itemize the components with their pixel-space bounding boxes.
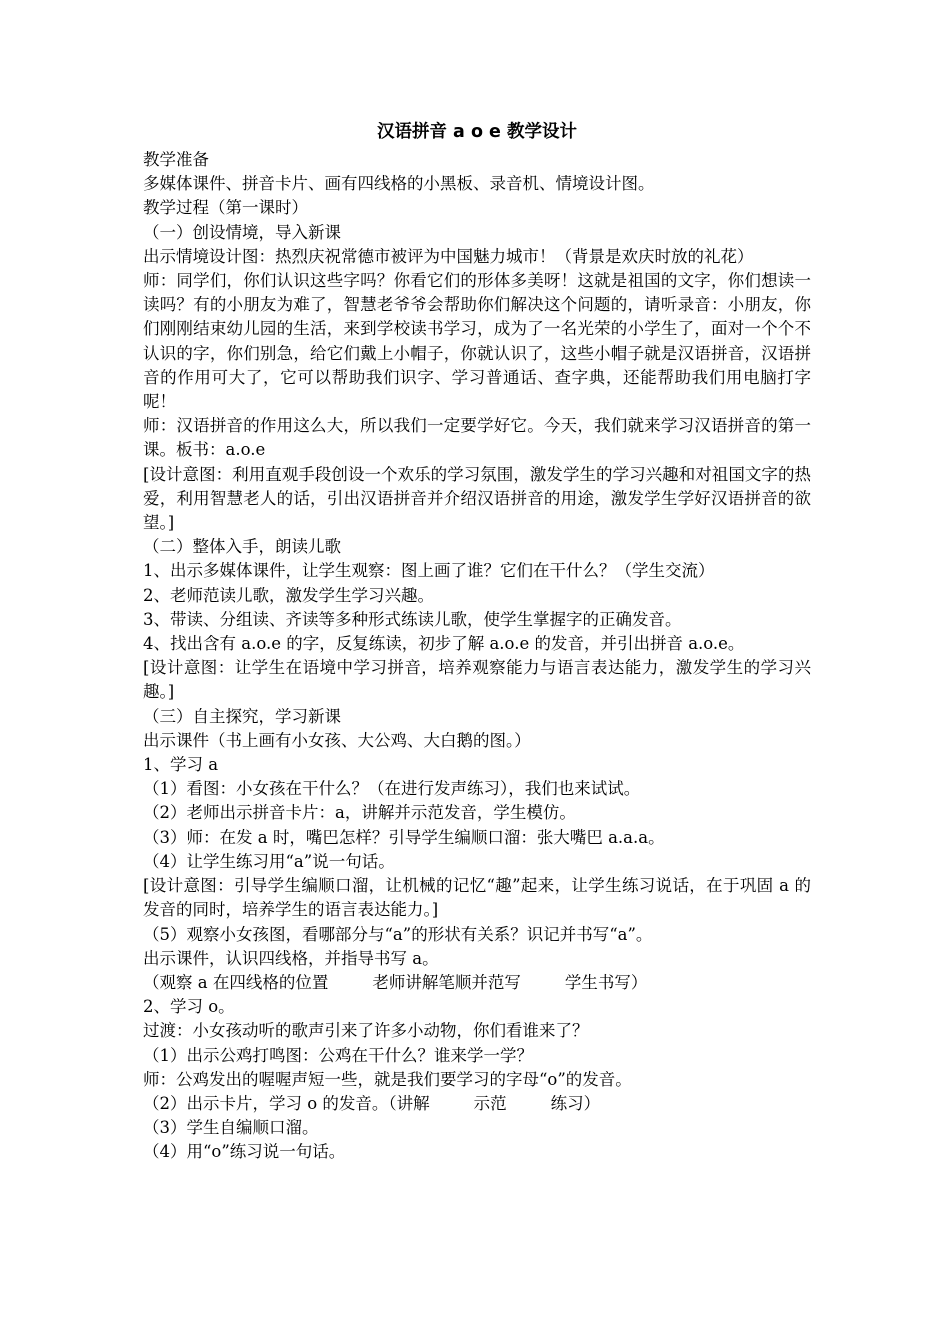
paragraph-design-intent-2: [设计意图：让学生在语境中学习拼音，培养观察能力与语言表达能力，激发学生的学习兴趣。] [143,658,811,702]
section-1-heading: （一）创设情境，导入新课 [143,222,341,242]
section-2-heading: （二）整体入手，朗读儿歌 [143,537,341,557]
paragraph-transition: 过渡：小女孩动听的歌声引来了许多小动物，你们看谁来了？ [143,1021,589,1041]
writing-part-2: 老师讲解笔顺并范写 [372,972,521,992]
subheading-learn-a: 1、学习 a [143,755,219,775]
step-o-3: （3）学生自编顺口溜。 [143,1118,319,1138]
step-a-5: （5）观察小女孩图，看哪部分与“a”的形状有关系？识记并书写“a”。 [143,924,653,944]
step-a-writing-parts [143,971,811,995]
list-item-2-4: 4、找出含有 a.o.e 的字，反复练读，初步了解 a.o.e 的发音，并引出拼音 a.o.e。 [143,634,745,654]
step-a-4: （4）让学生练习用“a”说一句话。 [143,851,395,871]
preparation-materials: 多媒体课件、拼音卡片、画有四线格的小黑板、录音机、情境设计图。 [143,174,655,194]
step-o-4: （4）用“o”练习说一句话。 [143,1142,346,1162]
paragraph-teacher-o: 师：公鸡发出的喔喔声短一些，就是我们要学习的字母“o”的发音。 [143,1069,632,1089]
paragraph-teacher-intro: 师：同学们，你们认识这些字吗？你看它们的形体多美呀！这就是祖国的文字，你们想读一读吗？有的小朋友为难了，智慧老爷爷会帮助你们解决这个问题的，请听录音：小朋友，你们刚刚结束幼儿园的生活，来到学校读书学习，成为了一名光荣的小学生了，面对一个个不认识的字，你们别急，给它们戴上小帽子，你就认识了，这些小帽子就是汉语拼音，汉语拼音的作用可大了，它可以帮助我们识字、学习普通话、查字典，还能帮助我们用电脑打字呢！ [143,271,811,412]
o-part-2: 示范 [473,1093,507,1113]
subheading-learn-o: 2、学习 o。 [143,997,235,1017]
paragraph-teacher-board: 师：汉语拼音的作用这么大，所以我们一定要学好它。今天，我们就来学习汉语拼音的第一课。板书：a.o.e [143,416,811,460]
heading-preparation: 教学准备 [143,150,209,169]
step-a-2: （2）老师出示拼音卡片：a，讲解并示范发音，学生模仿。 [143,803,576,823]
step-a-3: （3）师：在发 a 时，嘴巴怎样？引导学生编顺口溜：张大嘴巴 a.a.a。 [143,827,665,847]
heading-process: 教学过程（第一课时） [143,198,308,218]
document-page [143,118,811,1165]
o-part-3: 练习） [550,1093,601,1113]
paragraph-courseware: 出示课件（书上画有小女孩、大公鸡、大白鹅的图。） [143,730,531,750]
paragraph-design-intent-1: [设计意图：利用直观手段创设一个欢乐的学习氛围，激发学生的学习兴趣和对祖国文字的热爱，利用智慧老人的话，引出汉语拼音并介绍汉语拼音的用途，激发学生学好汉语拼音的欲望。] [143,464,811,533]
list-item-2-2: 2、老师范读儿歌，激发学生学习兴趣。 [143,585,434,605]
paragraph-four-line-grid: 出示课件，认识四线格，并指导书写 a。 [143,948,439,968]
o-part-1: （2）出示卡片，学习 o 的发音。（讲解 [143,1093,430,1113]
step-a-1: （1）看图：小女孩在干什么？（在进行发声练习），我们也来试试。 [143,779,641,799]
step-o-2 [143,1092,811,1116]
paragraph-design-intent-3: [设计意图：引导学生编顺口溜，让机械的记忆“趣”起来，让学生练习说话，在于巩固 a 的发音的同时，培养学生的语言表达能力。] [143,876,811,920]
document-title: 汉语拼音 a o e 教学设计 [376,122,578,142]
section-3-heading: （三）自主探究，学习新课 [143,706,341,726]
paragraph-scene: 出示情境设计图：热烈庆祝常德市被评为中国魅力城市！（背景是欢庆时放的礼花） [143,246,754,266]
list-item-2-3: 3、带读、分组读、齐读等多种形式练读儿歌，使学生掌握字的正确发音。 [143,609,682,629]
writing-part-1: （观察 a 在四线格的位置 [143,972,329,992]
list-item-2-1: 1、出示多媒体课件，让学生观察：图上画了谁？它们在干什么？（学生交流） [143,561,715,581]
step-o-1: （1）出示公鸡打鸣图：公鸡在干什么？谁来学一学？ [143,1045,533,1065]
writing-part-3: 学生书写） [564,972,648,992]
